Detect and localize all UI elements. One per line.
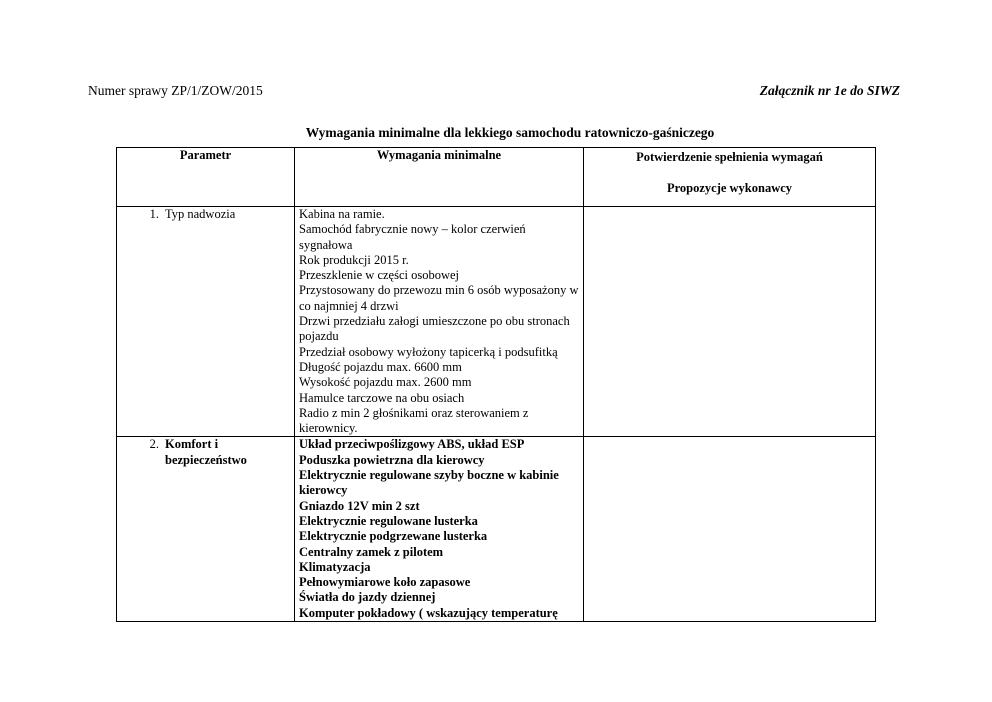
requirement-line: Radio z min 2 głośnikami oraz sterowaniem z kierownicy. bbox=[299, 405, 529, 436]
requirement-line: Kabina na ramie. bbox=[299, 207, 385, 221]
requirement-line: Elektrycznie regulowane lusterka bbox=[299, 513, 478, 528]
requirement-line: Hamulce tarczowe na obu osiach bbox=[299, 390, 465, 405]
table-row bbox=[117, 207, 876, 437]
requirement-line: Centralny zamek z pilotem bbox=[299, 544, 444, 559]
requirement-line: Przedział osobowy wyłożony tapicerką i podsufitką bbox=[299, 344, 558, 359]
param-name: Komfort i bezpieczeństwo bbox=[165, 437, 247, 467]
requirement-line: Elektrycznie podgrzewane lusterka bbox=[299, 529, 488, 544]
requirement-line: Poduszka powietrzna dla kierowcy bbox=[299, 452, 485, 467]
requirements-table bbox=[116, 147, 876, 622]
requirements-cell bbox=[295, 437, 584, 622]
param-name: Typ nadwozia bbox=[165, 207, 236, 221]
case-number: Numer sprawy ZP/1/ZOW/2015 bbox=[88, 83, 263, 98]
table-row bbox=[117, 437, 876, 622]
requirement-line: Układ przeciwpoślizgowy ABS, układ ESP bbox=[299, 437, 525, 452]
requirement-line: Klimatyzacja bbox=[299, 559, 371, 574]
col-header-confirmation-line1: Potwierdzenie spełnienia wymagań bbox=[636, 150, 823, 164]
document-title: Wymagania minimalne dla lekkiego samochodu ratowniczo-gaśniczego bbox=[305, 125, 715, 140]
requirement-line: Komputer pokładowy ( wskazujący temperaturę bbox=[299, 605, 558, 620]
col-header-confirmation-line2: Propozycje wykonawcy bbox=[666, 181, 793, 196]
requirement-line: Drzwi przedziału załogi umieszczone po obu stronach pojazdu bbox=[299, 314, 570, 344]
requirement-line: Wysokość pojazdu max. 2600 mm bbox=[299, 375, 472, 390]
requirement-line: Światła do jazdy dziennej bbox=[299, 590, 436, 605]
requirement-line: Samochód fabrycznie nowy – kolor czerwień sygnałowa bbox=[299, 222, 526, 252]
table-header-row bbox=[117, 148, 876, 207]
row-number: 1. bbox=[149, 207, 159, 221]
annex-label: Załącznik nr 1e do SIWZ bbox=[759, 83, 900, 98]
requirement-line: Przystosowany do przewozu min 6 osób wyposażony w co najmniej 4 drzwi bbox=[299, 283, 579, 313]
requirement-line: Elektrycznie regulowane szyby boczne w kabinie kierowcy bbox=[299, 468, 559, 498]
contractor-proposal-cell[interactable] bbox=[584, 437, 876, 622]
param-cell bbox=[117, 437, 295, 622]
requirement-line: Rok produkcji 2015 r. bbox=[299, 252, 409, 267]
requirement-line: Przeszklenie w części osobowej bbox=[299, 268, 460, 283]
col-header-confirmation bbox=[584, 148, 876, 207]
param-cell bbox=[117, 207, 295, 437]
requirement-line: Gniazdo 12V min 2 szt bbox=[299, 498, 420, 513]
requirements-cell bbox=[295, 207, 584, 437]
col-header-requirements: Wymagania minimalne bbox=[295, 148, 584, 207]
contractor-proposal-cell[interactable] bbox=[584, 207, 876, 437]
row-number: 2. bbox=[149, 437, 159, 452]
requirement-line: Pełnowymiarowe koło zapasowe bbox=[299, 575, 471, 590]
requirement-line: Długość pojazdu max. 6600 mm bbox=[299, 359, 462, 374]
col-header-parameter: Parametr bbox=[117, 148, 295, 207]
